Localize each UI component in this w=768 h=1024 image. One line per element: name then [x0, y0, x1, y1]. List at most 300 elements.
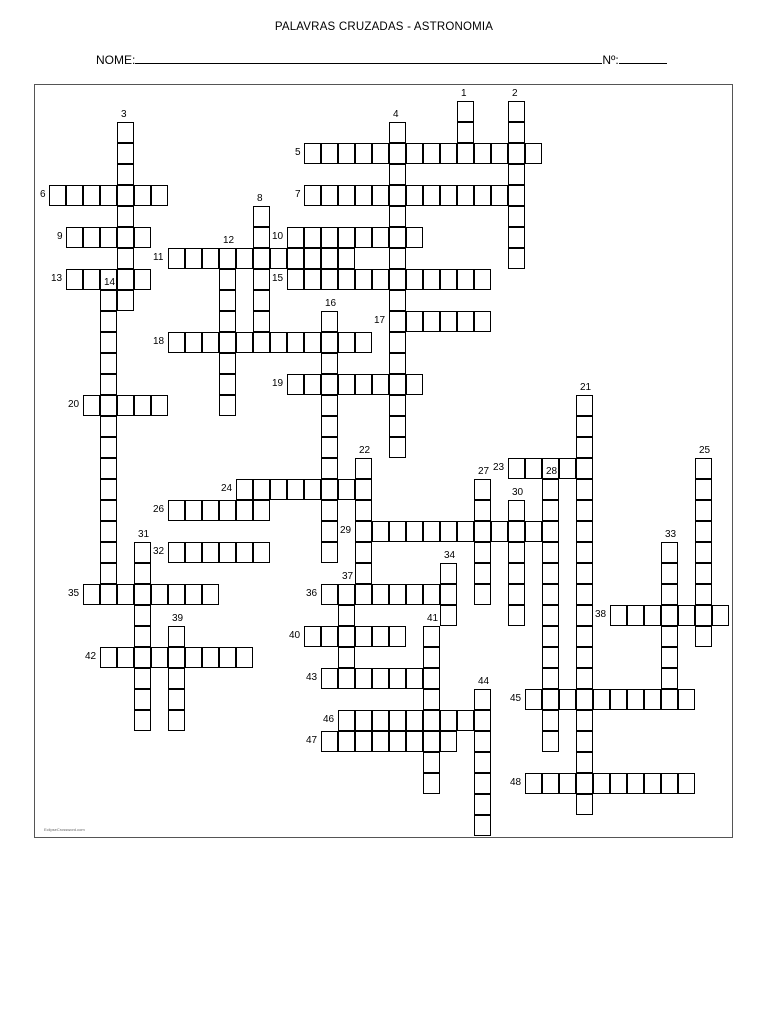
crossword-cell[interactable]	[100, 479, 117, 500]
crossword-cell[interactable]	[219, 500, 236, 521]
crossword-cell[interactable]	[627, 605, 644, 626]
crossword-cell[interactable]	[661, 626, 678, 647]
crossword-cell[interactable]	[457, 122, 474, 143]
crossword-cell[interactable]	[117, 395, 134, 416]
crossword-cell[interactable]	[321, 626, 338, 647]
crossword-cell[interactable]	[406, 668, 423, 689]
crossword-cell[interactable]	[117, 584, 134, 605]
crossword-cell[interactable]	[117, 122, 134, 143]
crossword-cell[interactable]	[151, 584, 168, 605]
crossword-cell[interactable]	[474, 584, 491, 605]
crossword-cell[interactable]	[321, 374, 338, 395]
crossword-cell[interactable]	[542, 605, 559, 626]
crossword-cell[interactable]	[610, 605, 627, 626]
crossword-cell[interactable]	[185, 647, 202, 668]
crossword-cell[interactable]	[117, 290, 134, 311]
crossword-cell[interactable]	[695, 563, 712, 584]
crossword-cell[interactable]	[355, 185, 372, 206]
crossword-cell[interactable]	[627, 689, 644, 710]
crossword-cell[interactable]	[253, 206, 270, 227]
crossword-cell[interactable]	[423, 143, 440, 164]
crossword-cell[interactable]	[576, 500, 593, 521]
crossword-cell[interactable]	[219, 374, 236, 395]
crossword-cell[interactable]	[321, 458, 338, 479]
crossword-cell[interactable]	[474, 689, 491, 710]
crossword-cell[interactable]	[202, 500, 219, 521]
crossword-cell[interactable]	[355, 227, 372, 248]
crossword-cell[interactable]	[117, 143, 134, 164]
crossword-cell[interactable]	[474, 773, 491, 794]
crossword-cell[interactable]	[508, 122, 525, 143]
crossword-cell[interactable]	[168, 584, 185, 605]
crossword-cell[interactable]	[423, 521, 440, 542]
crossword-cell[interactable]	[610, 689, 627, 710]
crossword-cell[interactable]	[695, 605, 712, 626]
crossword-cell[interactable]	[355, 542, 372, 563]
crossword-cell[interactable]	[338, 227, 355, 248]
crossword-cell[interactable]	[304, 185, 321, 206]
crossword-cell[interactable]	[134, 185, 151, 206]
crossword-cell[interactable]	[321, 542, 338, 563]
crossword-cell[interactable]	[474, 710, 491, 731]
crossword-cell[interactable]	[151, 647, 168, 668]
crossword-cell[interactable]	[576, 731, 593, 752]
crossword-cell[interactable]	[253, 248, 270, 269]
crossword-cell[interactable]	[100, 458, 117, 479]
crossword-cell[interactable]	[321, 584, 338, 605]
crossword-cell[interactable]	[355, 269, 372, 290]
crossword-cell[interactable]	[406, 374, 423, 395]
crossword-cell[interactable]	[457, 521, 474, 542]
crossword-cell[interactable]	[168, 500, 185, 521]
crossword-cell[interactable]	[304, 626, 321, 647]
crossword-cell[interactable]	[236, 479, 253, 500]
crossword-cell[interactable]	[457, 269, 474, 290]
crossword-cell[interactable]	[508, 605, 525, 626]
crossword-cell[interactable]	[440, 731, 457, 752]
crossword-cell[interactable]	[100, 416, 117, 437]
crossword-cell[interactable]	[321, 521, 338, 542]
crossword-cell[interactable]	[100, 584, 117, 605]
crossword-cell[interactable]	[644, 689, 661, 710]
crossword-cell[interactable]	[219, 395, 236, 416]
crossword-cell[interactable]	[389, 437, 406, 458]
crossword-cell[interactable]	[236, 332, 253, 353]
crossword-cell[interactable]	[406, 521, 423, 542]
crossword-cell[interactable]	[576, 395, 593, 416]
crossword-cell[interactable]	[474, 500, 491, 521]
crossword-cell[interactable]	[440, 185, 457, 206]
crossword-cell[interactable]	[372, 710, 389, 731]
crossword-cell[interactable]	[508, 542, 525, 563]
crossword-cell[interactable]	[236, 500, 253, 521]
crossword-cell[interactable]	[185, 584, 202, 605]
crossword-cell[interactable]	[423, 647, 440, 668]
crossword-cell[interactable]	[389, 521, 406, 542]
crossword-cell[interactable]	[389, 227, 406, 248]
crossword-cell[interactable]	[321, 227, 338, 248]
crossword-cell[interactable]	[695, 584, 712, 605]
crossword-cell[interactable]	[338, 605, 355, 626]
crossword-cell[interactable]	[304, 227, 321, 248]
crossword-cell[interactable]	[202, 248, 219, 269]
crossword-cell[interactable]	[338, 584, 355, 605]
crossword-cell[interactable]	[644, 773, 661, 794]
crossword-cell[interactable]	[508, 227, 525, 248]
crossword-cell[interactable]	[287, 227, 304, 248]
crossword-cell[interactable]	[508, 248, 525, 269]
crossword-cell[interactable]	[423, 185, 440, 206]
crossword-cell[interactable]	[117, 248, 134, 269]
crossword-cell[interactable]	[372, 521, 389, 542]
crossword-cell[interactable]	[202, 647, 219, 668]
crossword-cell[interactable]	[661, 647, 678, 668]
crossword-cell[interactable]	[100, 542, 117, 563]
crossword-cell[interactable]	[525, 773, 542, 794]
crossword-cell[interactable]	[134, 626, 151, 647]
crossword-cell[interactable]	[440, 269, 457, 290]
crossword-cell[interactable]	[678, 605, 695, 626]
crossword-cell[interactable]	[423, 689, 440, 710]
crossword-cell[interactable]	[440, 143, 457, 164]
crossword-cell[interactable]	[559, 689, 576, 710]
crossword-cell[interactable]	[678, 689, 695, 710]
crossword-cell[interactable]	[338, 248, 355, 269]
crossword-cell[interactable]	[406, 710, 423, 731]
crossword-cell[interactable]	[508, 185, 525, 206]
crossword-cell[interactable]	[100, 227, 117, 248]
crossword-cell[interactable]	[576, 668, 593, 689]
crossword-cell[interactable]	[389, 269, 406, 290]
crossword-cell[interactable]	[576, 584, 593, 605]
crossword-cell[interactable]	[508, 458, 525, 479]
crossword-cell[interactable]	[83, 395, 100, 416]
crossword-cell[interactable]	[440, 710, 457, 731]
crossword-cell[interactable]	[168, 710, 185, 731]
crossword-cell[interactable]	[219, 311, 236, 332]
crossword-cell[interactable]	[542, 584, 559, 605]
crossword-cell[interactable]	[185, 542, 202, 563]
crossword-cell[interactable]	[406, 185, 423, 206]
crossword-cell[interactable]	[389, 143, 406, 164]
crossword-cell[interactable]	[185, 332, 202, 353]
crossword-cell[interactable]	[389, 206, 406, 227]
crossword-cell[interactable]	[389, 353, 406, 374]
number-field[interactable]	[619, 51, 667, 64]
crossword-cell[interactable]	[508, 500, 525, 521]
crossword-cell[interactable]	[457, 101, 474, 122]
crossword-cell[interactable]	[423, 773, 440, 794]
crossword-cell[interactable]	[440, 563, 457, 584]
crossword-cell[interactable]	[389, 122, 406, 143]
crossword-cell[interactable]	[406, 731, 423, 752]
crossword-cell[interactable]	[542, 689, 559, 710]
crossword-cell[interactable]	[270, 248, 287, 269]
crossword-cell[interactable]	[100, 353, 117, 374]
crossword-cell[interactable]	[355, 332, 372, 353]
crossword-cell[interactable]	[525, 143, 542, 164]
crossword-cell[interactable]	[338, 647, 355, 668]
crossword-cell[interactable]	[304, 248, 321, 269]
crossword-cell[interactable]	[406, 311, 423, 332]
crossword-cell[interactable]	[219, 248, 236, 269]
crossword-cell[interactable]	[100, 437, 117, 458]
crossword-cell[interactable]	[508, 101, 525, 122]
crossword-cell[interactable]	[83, 185, 100, 206]
crossword-cell[interactable]	[610, 773, 627, 794]
crossword-cell[interactable]	[355, 626, 372, 647]
crossword-cell[interactable]	[576, 773, 593, 794]
crossword-cell[interactable]	[661, 773, 678, 794]
crossword-cell[interactable]	[219, 353, 236, 374]
crossword-cell[interactable]	[253, 332, 270, 353]
crossword-cell[interactable]	[508, 143, 525, 164]
crossword-cell[interactable]	[304, 143, 321, 164]
crossword-cell[interactable]	[100, 332, 117, 353]
crossword-cell[interactable]	[474, 479, 491, 500]
crossword-cell[interactable]	[287, 269, 304, 290]
crossword-cell[interactable]	[321, 353, 338, 374]
crossword-cell[interactable]	[457, 311, 474, 332]
crossword-cell[interactable]	[491, 521, 508, 542]
crossword-cell[interactable]	[661, 563, 678, 584]
crossword-cell[interactable]	[474, 311, 491, 332]
crossword-cell[interactable]	[304, 332, 321, 353]
crossword-cell[interactable]	[576, 542, 593, 563]
crossword-cell[interactable]	[423, 752, 440, 773]
crossword-cell[interactable]	[253, 479, 270, 500]
crossword-cell[interactable]	[576, 605, 593, 626]
crossword-cell[interactable]	[389, 626, 406, 647]
crossword-cell[interactable]	[406, 584, 423, 605]
crossword-cell[interactable]	[372, 185, 389, 206]
crossword-cell[interactable]	[49, 185, 66, 206]
crossword-cell[interactable]	[338, 479, 355, 500]
crossword-cell[interactable]	[695, 521, 712, 542]
crossword-cell[interactable]	[355, 668, 372, 689]
crossword-cell[interactable]	[542, 773, 559, 794]
crossword-cell[interactable]	[576, 521, 593, 542]
crossword-cell[interactable]	[576, 710, 593, 731]
crossword-cell[interactable]	[134, 668, 151, 689]
crossword-cell[interactable]	[66, 227, 83, 248]
crossword-cell[interactable]	[440, 584, 457, 605]
crossword-cell[interactable]	[321, 395, 338, 416]
crossword-cell[interactable]	[355, 710, 372, 731]
crossword-cell[interactable]	[287, 479, 304, 500]
crossword-cell[interactable]	[100, 374, 117, 395]
crossword-cell[interactable]	[100, 563, 117, 584]
crossword-cell[interactable]	[406, 269, 423, 290]
crossword-cell[interactable]	[321, 416, 338, 437]
crossword-cell[interactable]	[321, 500, 338, 521]
crossword-cell[interactable]	[355, 479, 372, 500]
crossword-cell[interactable]	[661, 605, 678, 626]
crossword-cell[interactable]	[389, 395, 406, 416]
crossword-cell[interactable]	[134, 647, 151, 668]
crossword-cell[interactable]	[423, 626, 440, 647]
crossword-cell[interactable]	[423, 731, 440, 752]
crossword-cell[interactable]	[525, 521, 542, 542]
crossword-cell[interactable]	[321, 269, 338, 290]
crossword-cell[interactable]	[576, 752, 593, 773]
crossword-cell[interactable]	[117, 227, 134, 248]
crossword-cell[interactable]	[627, 773, 644, 794]
crossword-cell[interactable]	[695, 458, 712, 479]
crossword-cell[interactable]	[134, 542, 151, 563]
crossword-cell[interactable]	[372, 143, 389, 164]
crossword-cell[interactable]	[253, 290, 270, 311]
crossword-cell[interactable]	[83, 227, 100, 248]
crossword-cell[interactable]	[457, 143, 474, 164]
crossword-cell[interactable]	[253, 311, 270, 332]
crossword-cell[interactable]	[236, 248, 253, 269]
crossword-cell[interactable]	[372, 668, 389, 689]
name-field[interactable]	[135, 51, 602, 64]
crossword-cell[interactable]	[576, 563, 593, 584]
crossword-cell[interactable]	[338, 710, 355, 731]
crossword-cell[interactable]	[474, 143, 491, 164]
crossword-cell[interactable]	[100, 500, 117, 521]
crossword-cell[interactable]	[474, 521, 491, 542]
crossword-cell[interactable]	[389, 668, 406, 689]
crossword-cell[interactable]	[372, 626, 389, 647]
crossword-cell[interactable]	[338, 185, 355, 206]
crossword-cell[interactable]	[304, 374, 321, 395]
crossword-cell[interactable]	[389, 710, 406, 731]
crossword-cell[interactable]	[474, 815, 491, 836]
crossword-cell[interactable]	[151, 185, 168, 206]
crossword-cell[interactable]	[372, 269, 389, 290]
crossword-cell[interactable]	[576, 689, 593, 710]
crossword-cell[interactable]	[559, 773, 576, 794]
crossword-cell[interactable]	[474, 794, 491, 815]
crossword-cell[interactable]	[542, 626, 559, 647]
crossword-cell[interactable]	[389, 731, 406, 752]
crossword-cell[interactable]	[389, 248, 406, 269]
crossword-cell[interactable]	[355, 731, 372, 752]
crossword-cell[interactable]	[423, 269, 440, 290]
crossword-cell[interactable]	[321, 311, 338, 332]
crossword-cell[interactable]	[474, 542, 491, 563]
crossword-cell[interactable]	[389, 164, 406, 185]
crossword-cell[interactable]	[406, 143, 423, 164]
crossword-cell[interactable]	[508, 164, 525, 185]
crossword-cell[interactable]	[474, 752, 491, 773]
crossword-cell[interactable]	[321, 437, 338, 458]
crossword-cell[interactable]	[134, 563, 151, 584]
crossword-cell[interactable]	[151, 395, 168, 416]
crossword-cell[interactable]	[287, 332, 304, 353]
crossword-cell[interactable]	[474, 731, 491, 752]
crossword-cell[interactable]	[644, 605, 661, 626]
crossword-cell[interactable]	[117, 206, 134, 227]
crossword-cell[interactable]	[355, 563, 372, 584]
crossword-cell[interactable]	[134, 584, 151, 605]
crossword-cell[interactable]	[202, 542, 219, 563]
crossword-cell[interactable]	[134, 605, 151, 626]
crossword-cell[interactable]	[389, 185, 406, 206]
crossword-cell[interactable]	[168, 689, 185, 710]
crossword-cell[interactable]	[695, 500, 712, 521]
crossword-cell[interactable]	[576, 416, 593, 437]
crossword-cell[interactable]	[134, 689, 151, 710]
crossword-cell[interactable]	[117, 185, 134, 206]
crossword-cell[interactable]	[321, 731, 338, 752]
crossword-cell[interactable]	[661, 584, 678, 605]
crossword-cell[interactable]	[338, 332, 355, 353]
crossword-cell[interactable]	[236, 542, 253, 563]
crossword-cell[interactable]	[287, 374, 304, 395]
crossword-cell[interactable]	[542, 731, 559, 752]
crossword-cell[interactable]	[508, 584, 525, 605]
crossword-cell[interactable]	[372, 374, 389, 395]
crossword-cell[interactable]	[134, 269, 151, 290]
crossword-cell[interactable]	[423, 710, 440, 731]
crossword-cell[interactable]	[270, 479, 287, 500]
crossword-cell[interactable]	[525, 689, 542, 710]
crossword-cell[interactable]	[576, 626, 593, 647]
crossword-cell[interactable]	[321, 668, 338, 689]
crossword-cell[interactable]	[355, 500, 372, 521]
crossword-cell[interactable]	[168, 668, 185, 689]
crossword-cell[interactable]	[100, 290, 117, 311]
crossword-cell[interactable]	[542, 668, 559, 689]
crossword-cell[interactable]	[474, 563, 491, 584]
crossword-cell[interactable]	[100, 185, 117, 206]
crossword-cell[interactable]	[236, 647, 253, 668]
crossword-cell[interactable]	[202, 332, 219, 353]
crossword-cell[interactable]	[423, 668, 440, 689]
crossword-cell[interactable]	[661, 689, 678, 710]
crossword-cell[interactable]	[66, 269, 83, 290]
crossword-cell[interactable]	[219, 647, 236, 668]
crossword-cell[interactable]	[168, 542, 185, 563]
crossword-cell[interactable]	[304, 479, 321, 500]
crossword-cell[interactable]	[542, 542, 559, 563]
crossword-cell[interactable]	[389, 416, 406, 437]
crossword-cell[interactable]	[338, 626, 355, 647]
crossword-cell[interactable]	[117, 164, 134, 185]
crossword-cell[interactable]	[168, 647, 185, 668]
crossword-cell[interactable]	[338, 269, 355, 290]
crossword-cell[interactable]	[542, 479, 559, 500]
crossword-cell[interactable]	[321, 479, 338, 500]
crossword-cell[interactable]	[593, 773, 610, 794]
crossword-cell[interactable]	[576, 458, 593, 479]
crossword-cell[interactable]	[355, 143, 372, 164]
crossword-cell[interactable]	[100, 647, 117, 668]
crossword-cell[interactable]	[321, 143, 338, 164]
crossword-cell[interactable]	[202, 584, 219, 605]
crossword-cell[interactable]	[338, 668, 355, 689]
crossword-cell[interactable]	[576, 647, 593, 668]
crossword-cell[interactable]	[185, 500, 202, 521]
crossword-cell[interactable]	[542, 563, 559, 584]
crossword-cell[interactable]	[542, 647, 559, 668]
crossword-cell[interactable]	[474, 185, 491, 206]
crossword-cell[interactable]	[661, 542, 678, 563]
crossword-cell[interactable]	[678, 773, 695, 794]
crossword-cell[interactable]	[389, 290, 406, 311]
crossword-cell[interactable]	[355, 458, 372, 479]
crossword-cell[interactable]	[423, 311, 440, 332]
crossword-cell[interactable]	[117, 269, 134, 290]
crossword-cell[interactable]	[168, 248, 185, 269]
crossword-cell[interactable]	[168, 332, 185, 353]
crossword-cell[interactable]	[695, 626, 712, 647]
crossword-cell[interactable]	[695, 542, 712, 563]
